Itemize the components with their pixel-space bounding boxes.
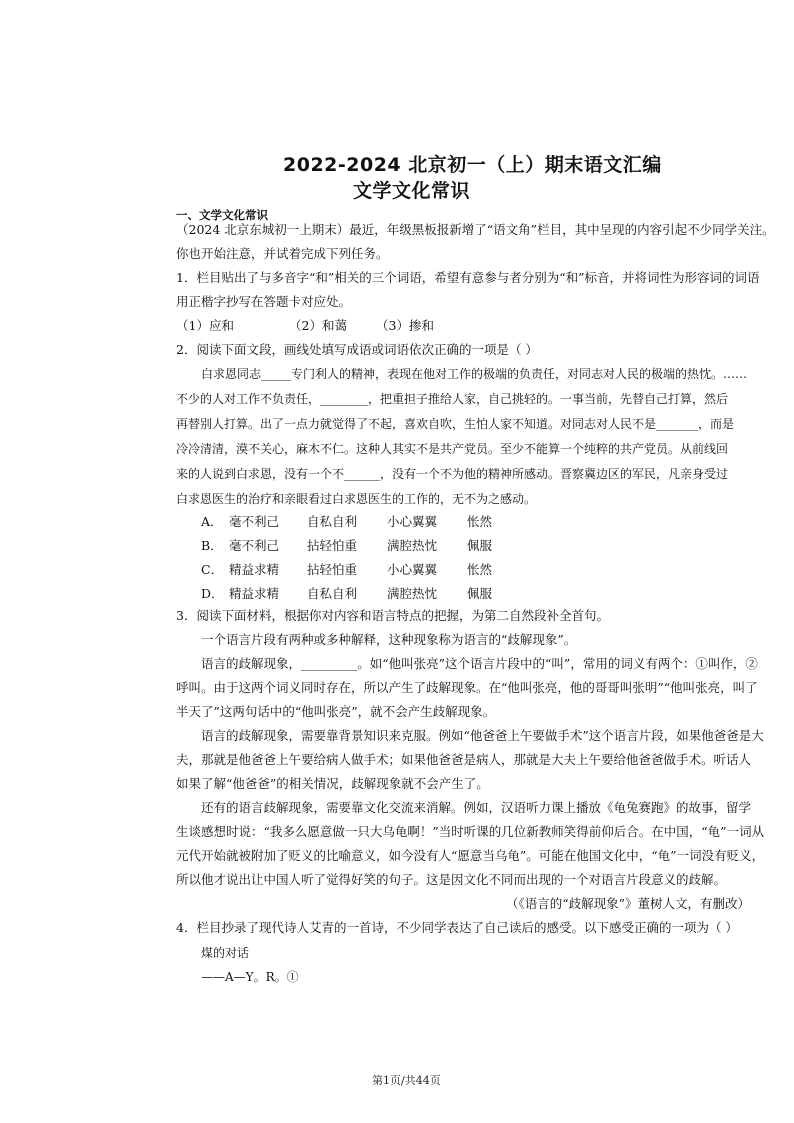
word-1: （1）应和 <box>176 318 234 333</box>
intro-line: （2024 北京东城初一上期末）最近，年级黑板报新增了“语文角”栏目，其中呈现的内容引起不少同学关注。 <box>176 222 775 237</box>
option-word: 怅然 <box>467 562 493 577</box>
option-word: 怅然 <box>467 514 493 529</box>
page-title: 2022-2024 北京初一（上）期末语文汇编 <box>283 154 662 176</box>
option-letter: A． <box>201 514 223 529</box>
paragraph-line: 语言的歧解现象，_________。如“他叫张亮”这个语言片段中的“叫”，常用的词义有两个：①叫作，② <box>201 656 758 671</box>
option-word: 满腔热忱 <box>387 538 438 553</box>
paragraph-line: 所以他才说出让中国人听了觉得好笑的句子。这是因文化不同而出现的一个对语言片段意义的歧解。 <box>176 872 727 887</box>
option-letter: C． <box>201 562 224 577</box>
paragraph-line: 夫，那就是他爸爸上午要给病人做手术；如果他爸爸是病人，那就是大夫上午要给他爸爸做手术。听话人 <box>176 752 752 767</box>
question-2-stem: 2．阅读下面文段，画线处填写成语或词语依次正确的一项是（ ） <box>176 342 538 357</box>
word-3: （3）掺和 <box>376 318 434 333</box>
option-word: 佩服 <box>467 538 493 553</box>
passage-line: 白求恩医生的治疗和亲眼看过白求恩医生的工作的，无不为之感动。 <box>176 492 537 506</box>
question-3-stem: 3．阅读下面材料，根据你对内容和语言特点的把握，为第二自然段补全首句。 <box>176 608 609 623</box>
source-citation: （《语言的“歧解现象”》董树人文，有删改） <box>505 896 750 911</box>
paragraph-line: 生谈感想时说：“我多么愿意做一只大乌龟啊！”当时听课的几位新教师笑得前仰后合。在中国，“龟”一词从 <box>176 824 765 839</box>
question-1-line: 1．栏目贴出了与多音字“和”相关的三个词语，希望有意参与者分别为“和”标音，并将词性为形容词的词语 <box>176 270 760 285</box>
passage-line: 白求恩同志_____专门利人的精神，表现在他对工作的极端的负责任，对同志对人民的极端的热忱。…… <box>201 367 748 381</box>
option-word: 拈轻怕重 <box>307 538 358 553</box>
passage-line: 来的人说到白求恩，没有一个不______，没有一个不为他的精神所感动。晋察冀边区的军民，凡亲身受过 <box>176 467 729 481</box>
paragraph-line: 呼叫。由于这两个词义同时存在，所以产生了歧解现象。在“他叫张亮，他的哥哥叫张明”“他叫张亮，叫了 <box>176 680 758 695</box>
paragraph-line: 语言的歧解现象，需要靠背景知识来克服。例如“他爸爸上午要做手术”这个语言片段，如果他爸爸是大 <box>201 728 764 743</box>
passage-line: 再替别人打算。出了一点力就觉得了不起，喜欢自吹，生怕人家不知道。对同志对人民不是_______，而是 <box>176 417 735 431</box>
paragraph-line: 如果了解“他爸爸”的相关情况，歧解现象就不会产生了。 <box>176 776 489 791</box>
option-word: 拈轻怕重 <box>307 562 358 577</box>
option-d[interactable] <box>201 584 492 602</box>
option-word: 自私自利 <box>307 514 358 529</box>
question-1-line: 用正楷字抄写在答题卡对应处。 <box>176 294 352 309</box>
option-b[interactable] <box>201 536 492 554</box>
intro-line: 你也开始注意，并试着完成下列任务。 <box>176 246 389 261</box>
question-4-stem: 4．栏目抄录了现代诗人艾青的一首诗，不少同学表达了自己读后的感受。以下感受正确的一项为（ ） <box>176 920 738 935</box>
option-letter: B． <box>201 538 223 553</box>
option-word: 佩服 <box>467 586 493 601</box>
section-heading: 一、文学文化常识 <box>176 208 268 222</box>
paragraph-line: 元代开始就被附加了贬义的比喻意义，如今没有人“愿意当乌龟”。可能在他国文化中，“龟”一词没有贬义， <box>176 848 765 863</box>
paragraph-line: 半天了”这两句话中的“他叫张亮”，就不会产生歧解现象。 <box>176 704 496 719</box>
passage-line: 冷冷清清，漠不关心，麻木不仁。这种人其实不是共产党员。至少不能算一个纯粹的共产党员。从前线回 <box>176 442 729 456</box>
option-letter: D． <box>201 586 224 601</box>
option-word: 毫不利己 <box>229 514 280 529</box>
word-2: （2）和蔼 <box>289 318 347 333</box>
option-word: 小心翼翼 <box>387 562 438 577</box>
page-number: 第1页/共44页 <box>372 1074 441 1087</box>
poem-title: 煤的对话 <box>201 946 250 960</box>
poem-dedication: ——A—Y。R。① <box>201 970 299 984</box>
option-word: 毫不利己 <box>229 538 280 553</box>
passage-line: 不少的人对工作不负责任，________，把重担子推给人家，自己挑轻的。一事当前，先替自己打算，然后 <box>176 392 729 406</box>
option-word: 小心翼翼 <box>387 514 438 529</box>
paragraph-line: 还有的语言歧解现象，需要靠文化交流来消解。例如，汉语听力课上播放《龟兔赛跑》的故事，留学 <box>201 800 752 815</box>
page-subtitle: 文学文化常识 <box>353 180 471 202</box>
option-c[interactable] <box>201 560 492 578</box>
option-a[interactable] <box>201 512 492 530</box>
paragraph-line: 一个语言片段有两种或多种解释，这种现象称为语言的“歧解现象”。 <box>201 632 577 647</box>
option-word: 精益求精 <box>229 586 280 601</box>
option-word: 满腔热忱 <box>387 586 438 601</box>
option-word: 自私自利 <box>307 586 358 601</box>
option-word: 精益求精 <box>229 562 280 577</box>
